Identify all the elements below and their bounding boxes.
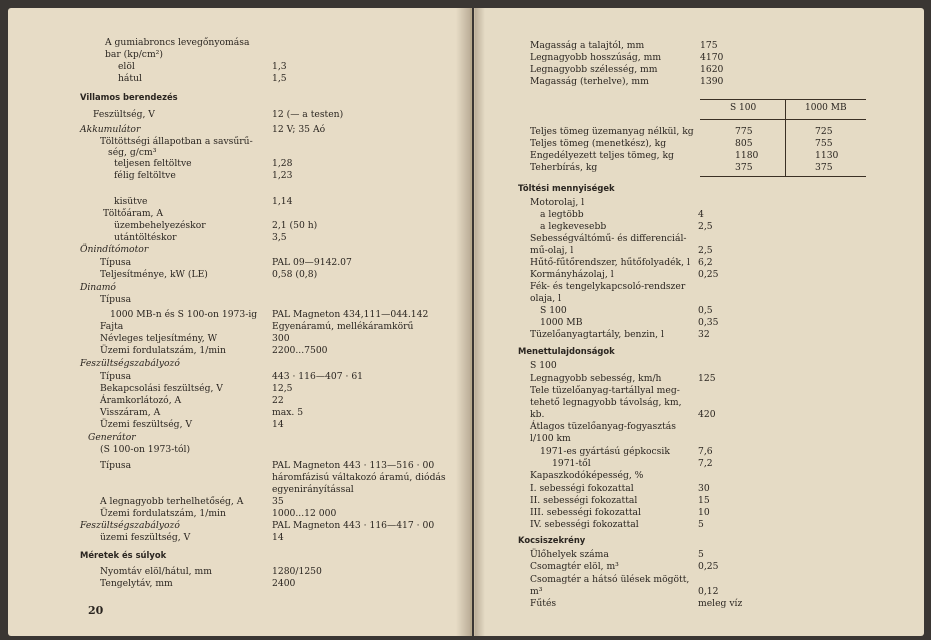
- spec-label: bar (kp/cm²): [105, 49, 163, 60]
- spec-label: Fűtés: [530, 598, 557, 609]
- spec-value: 175: [700, 40, 718, 51]
- spec-value: 420: [698, 409, 716, 420]
- spec-label: l/100 km: [530, 433, 571, 444]
- spec-value: 1,23: [272, 170, 293, 181]
- table-column-divider: [785, 99, 786, 176]
- spec-label: II. sebességi fokozattal: [530, 495, 638, 506]
- spec-label: S 100: [540, 305, 567, 316]
- weights-1000mb: 725: [815, 126, 833, 137]
- spec-label: utántöltéskor: [114, 232, 177, 243]
- table-top-rule: [700, 99, 866, 100]
- spec-label: III. sebességi fokozattal: [530, 507, 641, 518]
- spec-label: Ülőhelyek száma: [530, 549, 609, 560]
- spec-value: 2400: [272, 578, 296, 589]
- spec-label: üzembehelyezéskor: [114, 220, 206, 231]
- spec-value: 125: [698, 373, 716, 384]
- spec-label: Legnagyobb hosszúság, mm: [530, 52, 662, 63]
- spec-value: 22: [272, 395, 284, 406]
- spec-value: 12 (— a testen): [272, 109, 344, 120]
- spec-label: Feszültségszabályozó: [80, 358, 180, 369]
- spec-value: 15: [698, 495, 710, 506]
- spec-label: Akkumulátor: [80, 124, 141, 135]
- spec-value: 1,5: [272, 73, 287, 84]
- spec-value: 1,28: [272, 158, 293, 169]
- spec-label: Teljesítménye, kW (LE): [100, 269, 208, 280]
- spec-value: PAL 09—9142.07: [272, 257, 352, 268]
- spec-label: Üzemi fordulatszám, 1/min: [100, 345, 226, 356]
- spec-label: Generátor: [88, 432, 136, 443]
- spec-value: 4: [698, 209, 704, 220]
- spine-shadow: [475, 8, 485, 636]
- spec-value: 10: [698, 507, 710, 518]
- spec-label: A gumiabroncs levegőnyomása: [105, 37, 250, 48]
- spec-label: Menettulajdonságok: [518, 346, 615, 356]
- spec-value: 2,1 (50 h): [272, 220, 318, 231]
- weights-label: Engedélyezett teljes tömeg, kg: [530, 150, 674, 161]
- spec-value: 12 V; 35 Aó: [272, 124, 326, 135]
- spec-value: 0,35: [698, 317, 719, 328]
- spec-value: 1,3: [272, 61, 287, 72]
- spec-label: Sebességváltómű- és differenciál-: [530, 233, 687, 244]
- spec-value: 4170: [700, 52, 724, 63]
- spec-label: kisütve: [114, 196, 148, 207]
- spec-value: 14: [272, 532, 284, 543]
- spec-label: 1971-es gyártású gépkocsik: [540, 446, 670, 457]
- spec-label: elöl: [118, 61, 135, 72]
- spec-label: Kapaszkodóképesség, %: [530, 470, 644, 481]
- spec-label: üzemi feszültség, V: [100, 532, 191, 543]
- spec-value: 5: [698, 519, 704, 530]
- spec-label: IV. sebességi fokozattal: [530, 519, 639, 530]
- spec-label: hátul: [118, 73, 142, 84]
- spec-label: Átlagos tüzelőanyag-fogyasztás: [530, 421, 676, 432]
- spec-label: Típusa: [100, 257, 132, 268]
- spec-value: 0,58 (0,8): [272, 269, 318, 280]
- spec-label: (S 100-on 1973-tól): [100, 444, 191, 455]
- spec-value: 32: [698, 329, 710, 340]
- weights-s100: 375: [735, 162, 753, 173]
- spec-value: 6,2: [698, 257, 713, 268]
- spec-value: 12,5: [272, 383, 293, 394]
- spec-value: 1,14: [272, 196, 293, 207]
- spec-label: 1000 MB-n és S 100-on 1973-ig: [110, 309, 258, 320]
- spec-value: egyenirányítással: [272, 484, 354, 495]
- spec-value: 0,5: [698, 305, 713, 316]
- spec-label: I. sebességi fokozattal: [530, 483, 634, 494]
- spec-value: 0,25: [698, 269, 719, 280]
- spec-value: 7,2: [698, 458, 713, 469]
- spec-label: Csomagtér a hátsó ülések mögött,: [530, 574, 690, 585]
- weights-1000mb: 1130: [815, 150, 839, 161]
- spec-label: a legkevesebb: [540, 221, 607, 232]
- spec-value: 1000...12 000: [272, 508, 337, 519]
- spec-value: 1620: [700, 64, 724, 75]
- spec-label: mű-olaj, l: [530, 245, 574, 256]
- spec-label: Nyomtáv elöl/hátul, mm: [100, 566, 212, 577]
- spec-value: 1280/1250: [272, 566, 322, 577]
- spec-label: Áramkorlátozó, A: [100, 395, 182, 406]
- spec-label: Villamos berendezés: [80, 92, 178, 102]
- spec-label: Tüzelőanyagtartály, benzin, l: [530, 329, 664, 340]
- spec-label: tehető legnagyobb távolság, km,: [530, 397, 682, 408]
- spec-value: 2,5: [698, 245, 713, 256]
- spec-label: Visszáram, A: [100, 407, 161, 418]
- spec-value: 7,6: [698, 446, 713, 457]
- spec-label: Feszültségszabályozó: [80, 520, 180, 531]
- spec-label: kb.: [530, 409, 545, 420]
- spec-label: 1000 MB: [540, 317, 583, 328]
- spec-label: a legtöbb: [540, 209, 584, 220]
- spec-value: 300: [272, 333, 290, 344]
- spec-label: Méretek és súlyok: [80, 550, 167, 560]
- spec-label: félig feltöltve: [114, 170, 176, 181]
- spec-label: Üzemi fordulatszám, 1/min: [100, 508, 226, 519]
- weights-s100: 805: [735, 138, 753, 149]
- spec-label: Kormányházolaj, l: [530, 269, 614, 280]
- spec-value: 443 · 116—407 · 61: [272, 371, 364, 382]
- weights-s100: 1180: [735, 150, 759, 161]
- spec-label: Magasság a talajtól, mm: [530, 40, 645, 51]
- spec-value: háromfázisú váltakozó áramú, diódás: [272, 472, 446, 483]
- spec-label: Csomagtér elöl, m³: [530, 561, 619, 572]
- spec-label: Töltési mennyiségek: [518, 183, 615, 193]
- spec-label: olaja, l: [530, 293, 562, 304]
- spec-value: PAL Magneton 443 · 113—516 · 00: [272, 460, 435, 471]
- spec-value: PAL Magneton 434,111—044.142: [272, 309, 429, 320]
- spec-value: 2200...7500: [272, 345, 328, 356]
- spec-label: Feszültség, V: [93, 109, 155, 120]
- spec-value: 3,5: [272, 232, 287, 243]
- spec-label: A legnagyobb terhelhetőség, A: [100, 496, 244, 507]
- spec-value: Egyenáramú, mellékáramkörű: [272, 321, 414, 332]
- spec-label: Fék- és tengelykapcsoló-rendszer: [530, 281, 686, 292]
- spec-value: 1390: [700, 76, 724, 87]
- spec-label: Töltőáram, A: [103, 208, 164, 219]
- spec-label: teljesen feltöltve: [114, 158, 192, 169]
- spec-label: m³: [530, 586, 543, 597]
- spec-label: Tele tüzelőanyag-tartállyal meg-: [530, 385, 680, 396]
- table-header-rule: [700, 119, 866, 120]
- weights-1000mb: 375: [815, 162, 833, 173]
- spec-label: Névleges teljesítmény, W: [100, 333, 218, 344]
- spec-label: Kocsiszekrény: [518, 535, 586, 545]
- spec-label: Dinamó: [80, 282, 116, 293]
- spec-value: PAL Magneton 443 · 116—417 · 00: [272, 520, 435, 531]
- table-header-1000mb: 1000 MB: [805, 103, 847, 113]
- spine-shadow: [456, 8, 470, 636]
- weights-s100: 775: [735, 126, 753, 137]
- weights-label: Teljes tömeg (menetkész), kg: [530, 138, 667, 149]
- spec-value: 30: [698, 483, 710, 494]
- spec-value: 0,25: [698, 561, 719, 572]
- spec-label: Motorolaj, l: [530, 197, 585, 208]
- table-header-s100: S 100: [730, 103, 757, 113]
- spec-label: Fajta: [100, 321, 124, 332]
- page-number: 20: [88, 604, 104, 617]
- spec-label: Legnagyobb sebesség, km/h: [530, 373, 662, 384]
- spec-label: Bekapcsolási feszültség, V: [100, 383, 223, 394]
- spec-label: S 100: [530, 360, 557, 371]
- spec-value: 0,12: [698, 586, 719, 597]
- spec-label: Típusa: [100, 371, 132, 382]
- spec-value: meleg víz: [698, 598, 743, 609]
- weights-label: Teljes tömeg üzemanyag nélkül, kg: [530, 126, 694, 137]
- spec-label: ség, g/cm³: [108, 147, 157, 158]
- spec-label: Tengelytáv, mm: [100, 578, 173, 589]
- spec-value: 5: [698, 549, 704, 560]
- weights-label: Teherbírás, kg: [530, 162, 598, 173]
- spec-value: max. 5: [272, 407, 304, 418]
- spec-label: Önindítómotor: [80, 244, 149, 255]
- spec-label: Típusa: [100, 294, 132, 305]
- spec-label: Típusa: [100, 460, 132, 471]
- spec-label: Töltöttségi állapotban a savsűrű-: [100, 136, 253, 147]
- spec-label: Legnagyobb szélesség, mm: [530, 64, 658, 75]
- spec-value: 35: [272, 496, 284, 507]
- table-bottom-rule: [700, 176, 866, 177]
- weights-1000mb: 755: [815, 138, 833, 149]
- spec-label: Magasság (terhelve), mm: [530, 76, 649, 87]
- spec-value: 14: [272, 419, 284, 430]
- spec-label: Hűtő-fűtőrendszer, hűtőfolyadék, l: [530, 257, 690, 268]
- spec-label: Üzemi feszültség, V: [100, 419, 193, 430]
- spec-value: 2,5: [698, 221, 713, 232]
- spec-label: 1971-től: [552, 458, 591, 469]
